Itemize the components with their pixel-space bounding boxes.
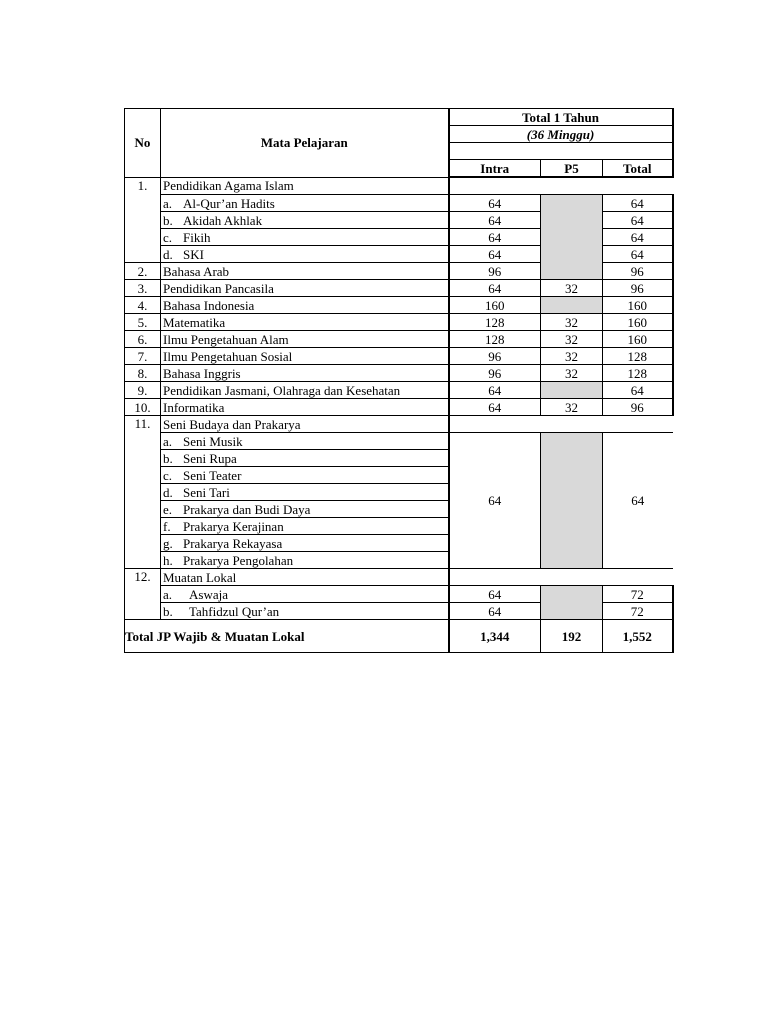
p5-shaded-cell (541, 433, 603, 569)
intra-value: 64 (449, 399, 541, 416)
intra-value: 128 (449, 331, 541, 348)
subject-name: Ilmu Pengetahuan Sosial (161, 348, 449, 365)
total-value: 128 (603, 365, 673, 382)
table-row (125, 365, 673, 382)
total-total: 1,552 (603, 620, 673, 653)
p5-shaded-cell (541, 382, 603, 399)
row-number: 11. (125, 416, 161, 569)
header-intra: Intra (449, 160, 541, 178)
intra-value: 160 (449, 297, 541, 314)
total-value: 160 (603, 297, 673, 314)
total-value: 64 (603, 433, 673, 569)
group-header-blank (449, 569, 673, 586)
curriculum-table (124, 108, 674, 653)
intra-value: 64 (449, 382, 541, 399)
subject-name (161, 484, 449, 501)
header-no: No (125, 109, 161, 178)
total-value: 160 (603, 331, 673, 348)
total-value: 64 (603, 246, 673, 263)
subject-name: Pendidikan Pancasila (161, 280, 449, 297)
row-number: 8. (125, 365, 161, 382)
header-p5: P5 (541, 160, 603, 178)
subject-name (161, 586, 449, 603)
total-label: Total JP Wajib & Muatan Lokal (125, 620, 449, 653)
table-row (125, 416, 673, 433)
intra-value: 96 (449, 348, 541, 365)
intra-value: 64 (449, 280, 541, 297)
row-number: 1. (125, 177, 161, 263)
item-letter: a. (163, 433, 173, 449)
item-label: Fikih (183, 229, 211, 245)
total-value: 72 (603, 603, 673, 620)
total-value: 160 (603, 314, 673, 331)
row-number: 9. (125, 382, 161, 399)
p5-shaded-cell (541, 586, 603, 620)
item-letter: h. (163, 552, 173, 568)
subject-name (161, 603, 449, 620)
item-label: Seni Tari (183, 484, 230, 500)
group-header-blank (449, 177, 673, 195)
item-letter: b. (163, 212, 173, 228)
item-letter: b. (163, 603, 173, 619)
row-number: 2. (125, 263, 161, 280)
subject-name: Pendidikan Jasmani, Olahraga dan Kesehatan (161, 382, 449, 399)
table-row (125, 314, 673, 331)
table-row (125, 297, 673, 314)
item-letter: b. (163, 450, 173, 466)
total-value: 96 (603, 399, 673, 416)
p5-value: 32 (541, 280, 603, 297)
row-number: 10. (125, 399, 161, 416)
subject-name: Informatika (161, 399, 449, 416)
subject-name (161, 229, 449, 246)
item-label: Tahfidzul Qur’an (189, 603, 280, 619)
subject-name: Pendidikan Agama Islam (161, 177, 449, 195)
p5-value: 32 (541, 399, 603, 416)
subject-name: Muatan Lokal (161, 569, 449, 586)
table-row (125, 280, 673, 297)
total-p5: 192 (541, 620, 603, 653)
total-value: 96 (603, 280, 673, 297)
subject-name (161, 467, 449, 484)
subject-name (161, 552, 449, 569)
table-row (125, 195, 673, 212)
intra-value: 96 (449, 365, 541, 382)
subject-name: Bahasa Inggris (161, 365, 449, 382)
header-total: Total (603, 160, 673, 178)
item-letter: g. (163, 535, 173, 551)
item-letter: d. (163, 246, 173, 262)
intra-value: 64 (449, 586, 541, 603)
item-label: Prakarya Rekayasa (183, 535, 283, 551)
total-row (125, 620, 673, 653)
total-value: 96 (603, 263, 673, 280)
table-row (125, 331, 673, 348)
row-number: 12. (125, 569, 161, 620)
row-number: 5. (125, 314, 161, 331)
group-header-blank (449, 416, 673, 433)
item-label: Prakarya dan Budi Daya (183, 501, 311, 517)
item-label: Akidah Akhlak (183, 212, 263, 228)
intra-value: 64 (449, 212, 541, 229)
item-letter: f. (163, 518, 171, 534)
item-label: Prakarya Pengolahan (183, 552, 294, 568)
table-row (125, 433, 673, 450)
subject-name: Bahasa Arab (161, 263, 449, 280)
total-value: 72 (603, 586, 673, 603)
intra-value: 64 (449, 246, 541, 263)
table-row (125, 569, 673, 586)
subject-name (161, 246, 449, 263)
item-label: Aswaja (189, 586, 228, 602)
intra-value: 64 (449, 229, 541, 246)
item-letter: e. (163, 501, 173, 517)
p5-value: 32 (541, 348, 603, 365)
intra-value: 96 (449, 263, 541, 280)
item-label: Al-Qur’an Hadits (183, 195, 275, 211)
total-value: 64 (603, 382, 673, 399)
subject-name: Seni Budaya dan Prakarya (161, 416, 449, 433)
item-letter: d. (163, 484, 173, 500)
subject-name (161, 501, 449, 518)
p5-shaded-cell (541, 297, 603, 314)
table-row (125, 586, 673, 603)
subject-name (161, 195, 449, 212)
intra-value: 128 (449, 314, 541, 331)
item-letter: c. (163, 467, 173, 483)
p5-value: 32 (541, 331, 603, 348)
total-value: 128 (603, 348, 673, 365)
intra-value: 64 (449, 195, 541, 212)
row-number: 3. (125, 280, 161, 297)
item-letter: a. (163, 195, 173, 211)
header-spacer (449, 143, 673, 160)
row-number: 4. (125, 297, 161, 314)
intra-value: 64 (449, 603, 541, 620)
total-value: 64 (603, 195, 673, 212)
table-row (125, 348, 673, 365)
item-letter: c. (163, 229, 173, 245)
item-label: Prakarya Kerajinan (183, 518, 284, 534)
item-label: Seni Teater (183, 467, 242, 483)
total-value: 64 (603, 229, 673, 246)
row-number: 7. (125, 348, 161, 365)
p5-value: 32 (541, 314, 603, 331)
item-label: Seni Musik (183, 433, 243, 449)
row-number: 6. (125, 331, 161, 348)
subject-name (161, 433, 449, 450)
subject-name (161, 450, 449, 467)
subject-name (161, 212, 449, 229)
item-label: Seni Rupa (183, 450, 237, 466)
item-letter: a. (163, 586, 173, 602)
item-label: SKI (183, 246, 204, 262)
subject-name: Bahasa Indonesia (161, 297, 449, 314)
subject-name (161, 535, 449, 552)
subject-name: Ilmu Pengetahuan Alam (161, 331, 449, 348)
table-row (125, 177, 673, 195)
p5-shaded-cell (541, 195, 603, 280)
table-row (125, 382, 673, 399)
header-row (125, 109, 673, 126)
intra-value: 64 (449, 433, 541, 569)
header-total-year: Total 1 Tahun (449, 109, 673, 126)
subject-name: Matematika (161, 314, 449, 331)
total-intra: 1,344 (449, 620, 541, 653)
header-weeks: (36 Minggu) (449, 126, 673, 143)
p5-value: 32 (541, 365, 603, 382)
table-row (125, 399, 673, 416)
total-value: 64 (603, 212, 673, 229)
subject-name (161, 518, 449, 535)
header-subject: Mata Pelajaran (161, 109, 449, 178)
